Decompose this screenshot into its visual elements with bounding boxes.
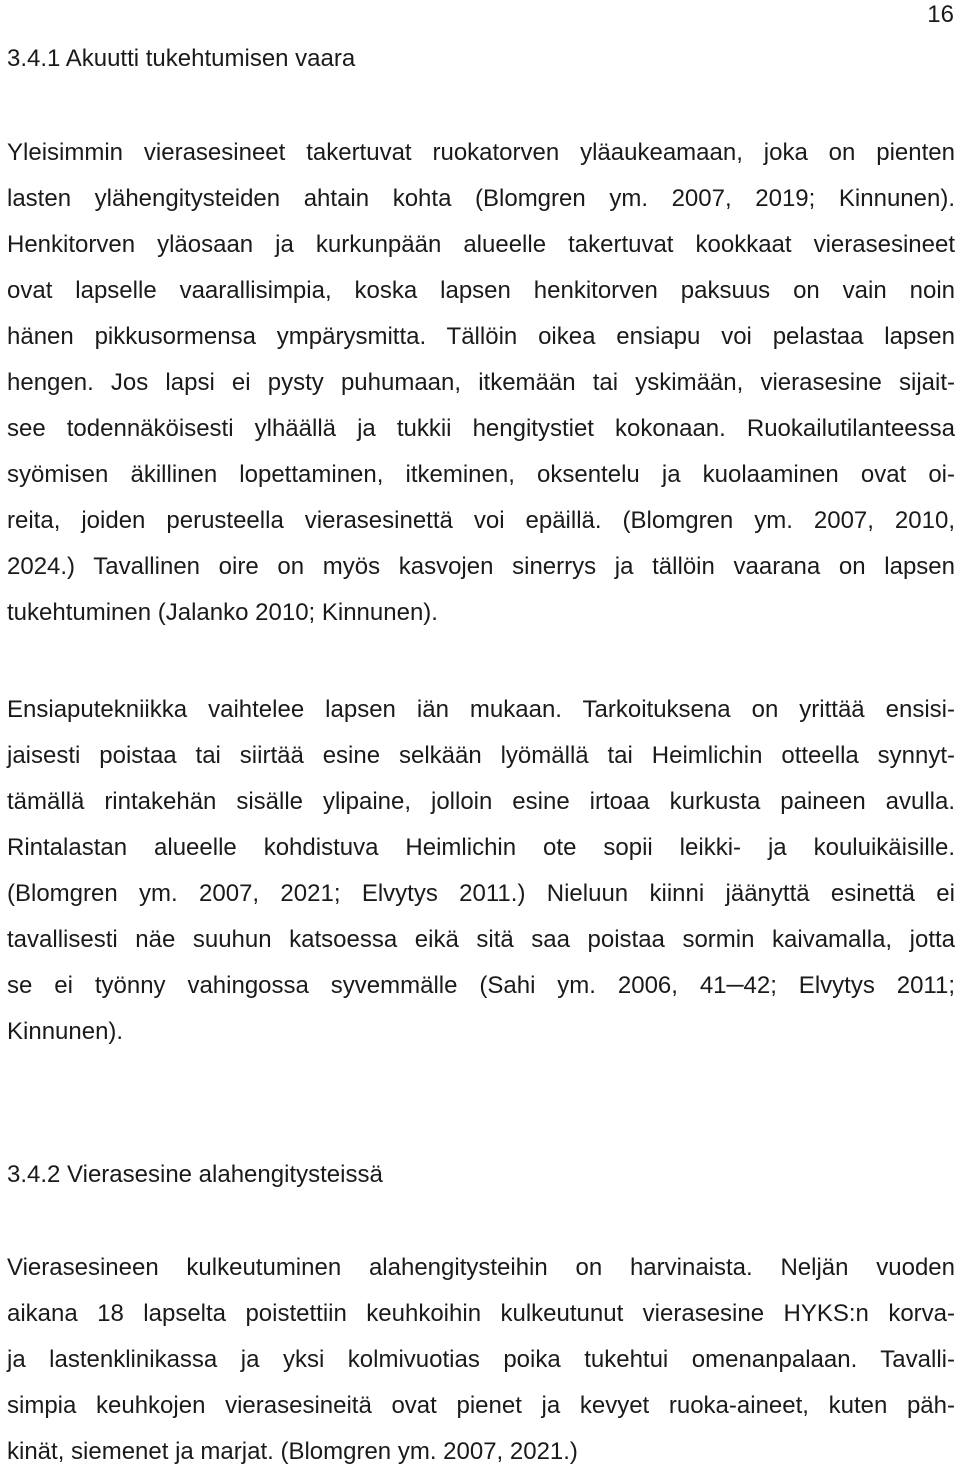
paragraph-first-aid-technique bbox=[7, 687, 955, 1055]
text-line: simpia keuhkojen vierasesineitä ovat pienet ja kevyet ruoka-aineet, kuten päh- bbox=[7, 1392, 955, 1419]
text-line: ovat lapselle vaarallisimpia, koska lapsen henkitorven paksuus on vain noin bbox=[7, 277, 955, 304]
text-line: aikana 18 lapselta poistettiin keuhkoihin kulkeutunut vierasesine HYKS:n korva- bbox=[7, 1300, 955, 1327]
paragraph-lower-airways bbox=[7, 1245, 955, 1475]
text-line: (Blomgren ym. 2007, 2021; Elvytys 2011.) Nieluun kiinni jäänyttä esinettä ei bbox=[7, 880, 955, 907]
text-line: ja lastenklinikassa ja yksi kolmivuotias poika tukehtui omenanpalaan. Tavalli- bbox=[7, 1346, 955, 1373]
text-line: Vierasesineen kulkeutuminen alahengitysteihin on harvinaista. Neljän vuoden bbox=[7, 1254, 955, 1281]
text-line: see todennäköisesti ylhäällä ja tukkii hengitystiet kokonaan. Ruokailutilanteessa bbox=[7, 415, 955, 442]
text-line: se ei työnny vahingossa syvemmälle (Sahi ym. 2006, 41─42; Elvytys 2011; bbox=[7, 972, 955, 999]
text-line: Kinnunen). bbox=[7, 1018, 124, 1045]
text-line: tukehtuminen (Jalanko 2010; Kinnunen). bbox=[7, 599, 438, 626]
page-number: 16 bbox=[927, 1, 954, 28]
text-line: tavallisesti näe suuhun katsoessa eikä sitä saa poistaa sormin kaivamalla, jotta bbox=[7, 926, 955, 953]
text-line: kinät, siemenet ja marjat. (Blomgren ym. 2007, 2021.) bbox=[7, 1438, 578, 1465]
text-line: syömisen äkillinen lopettaminen, itkeminen, oksentelu ja kuolaaminen ovat oi- bbox=[7, 461, 955, 488]
section-heading-3-4-2: 3.4.2 Vierasesine alahengitysteissä bbox=[7, 1161, 383, 1188]
text-line: reita, joiden perusteella vierasesinettä voi epäillä. (Blomgren ym. 2007, 2010, bbox=[7, 507, 955, 534]
text-line: Henkitorven yläosaan ja kurkunpään alueelle takertuvat kookkaat vierasesineet bbox=[7, 231, 955, 258]
text-line: jaisesti poistaa tai siirtää esine selkään lyömällä tai Heimlichin otteella synnyt- bbox=[7, 742, 955, 769]
text-line: lasten ylähengitysteiden ahtain kohta (Blomgren ym. 2007, 2019; Kinnunen). bbox=[7, 185, 955, 212]
text-line: hänen pikkusormensa ympärysmitta. Tällöin oikea ensiapu voi pelastaa lapsen bbox=[7, 323, 955, 350]
text-line: 2024.) Tavallinen oire on myös kasvojen sinerrys ja tällöin vaarana on lapsen bbox=[7, 553, 955, 580]
paragraph-choking-hazard bbox=[7, 130, 955, 636]
text-line: Ensiaputekniikka vaihtelee lapsen iän mukaan. Tarkoituksena on yrittää ensisi- bbox=[7, 696, 955, 723]
text-line: Rintalastan alueelle kohdistuva Heimlichin ote sopii leikki- ja kouluikäisille. bbox=[7, 834, 955, 861]
text-line: tämällä rintakehän sisälle ylipaine, jolloin esine irtoaa kurkusta paineen avulla. bbox=[7, 788, 955, 815]
text-line: Yleisimmin vierasesineet takertuvat ruokatorven yläaukeamaan, joka on pienten bbox=[7, 139, 955, 166]
section-heading-3-4-1: 3.4.1 Akuutti tukehtumisen vaara bbox=[7, 45, 356, 72]
text-line: hengen. Jos lapsi ei pysty puhumaan, itkemään tai yskimään, vierasesine sijait- bbox=[7, 369, 955, 396]
